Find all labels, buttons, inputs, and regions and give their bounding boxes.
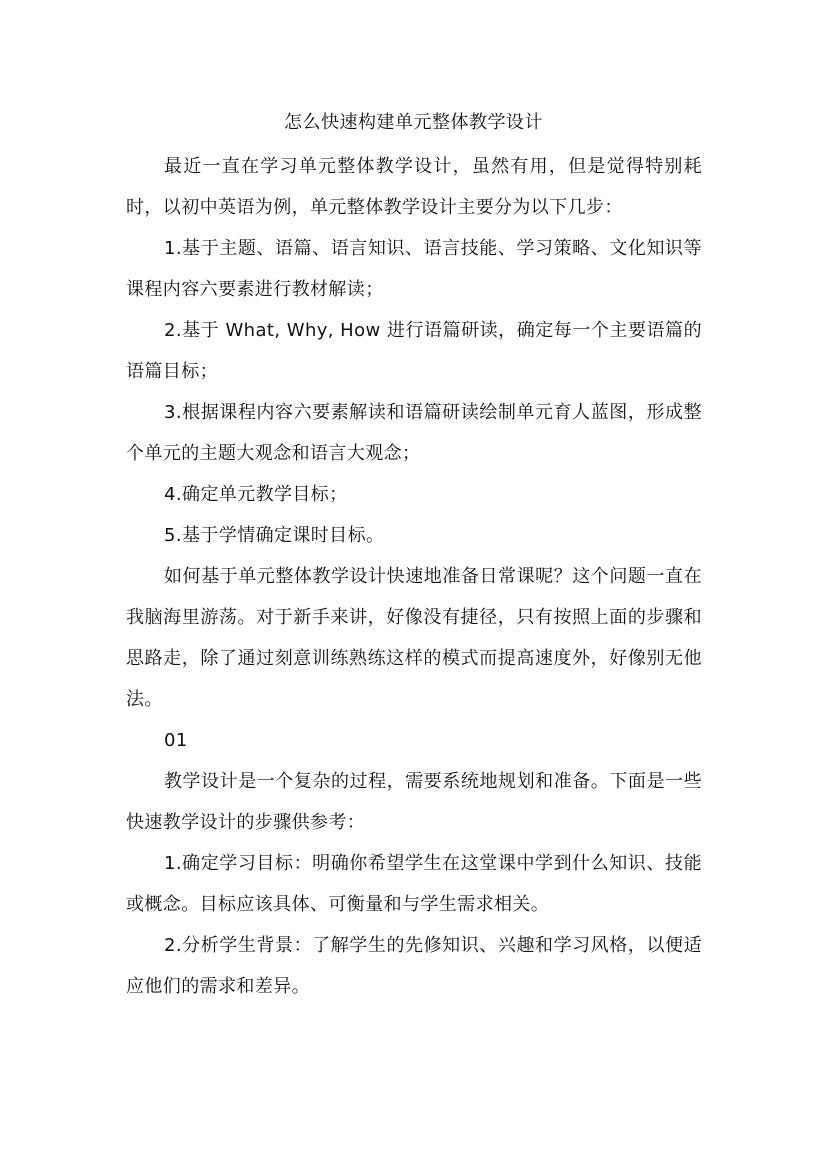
paragraph-design-step-2: 2.分析学生背景：了解学生的先修知识、兴趣和学习风格，以便适应他们的需求和差异。 [126, 935, 702, 997]
paragraph-intro: 最近一直在学习单元整体教学设计，虽然有用，但是觉得特别耗时，以初中英语为例，单元整体教学设计主要分为以下几步： [126, 156, 702, 218]
paragraph-question: 如何基于单元整体教学设计快速地准备日常课呢？这个问题一直在我脑海里游荡。对于新手来讲，好像没有捷径，只有按照上面的步骤和思路走，除了通过刻意训练熟练这样的模式而提高速度外，好像别无他法。 [126, 566, 702, 710]
paragraph-step-1: 1.基于主题、语篇、语言知识、语言技能、学习策略、文化知识等课程内容六要素进行教材解读； [126, 238, 702, 300]
paragraph-design-intro: 教学设计是一个复杂的过程，需要系统地规划和准备。下面是一些快速教学设计的步骤供参考： [126, 771, 702, 833]
paragraph-design-step-1: 1.确定学习目标：明确你希望学生在这堂课中学到什么知识、技能或概念。目标应该具体、可衡量和与学生需求相关。 [126, 853, 702, 915]
paragraph-step-2: 2.基于 What, Why, How 进行语篇研读，确定每一个主要语篇的语篇目标； [126, 320, 702, 382]
paragraph-step-4: 4.确定单元教学目标； [164, 484, 348, 505]
document-body [126, 146, 702, 1007]
document-title: 怎么快速构建单元整体教学设计 [284, 112, 543, 133]
section-number: 01 [164, 730, 188, 751]
paragraph-step-5: 5.基于学情确定课时目标。 [164, 525, 385, 546]
paragraph-step-3: 3.根据课程内容六要素解读和语篇研读绘制单元育人蓝图，形成整个单元的主题大观念和语言大观念； [126, 402, 702, 464]
